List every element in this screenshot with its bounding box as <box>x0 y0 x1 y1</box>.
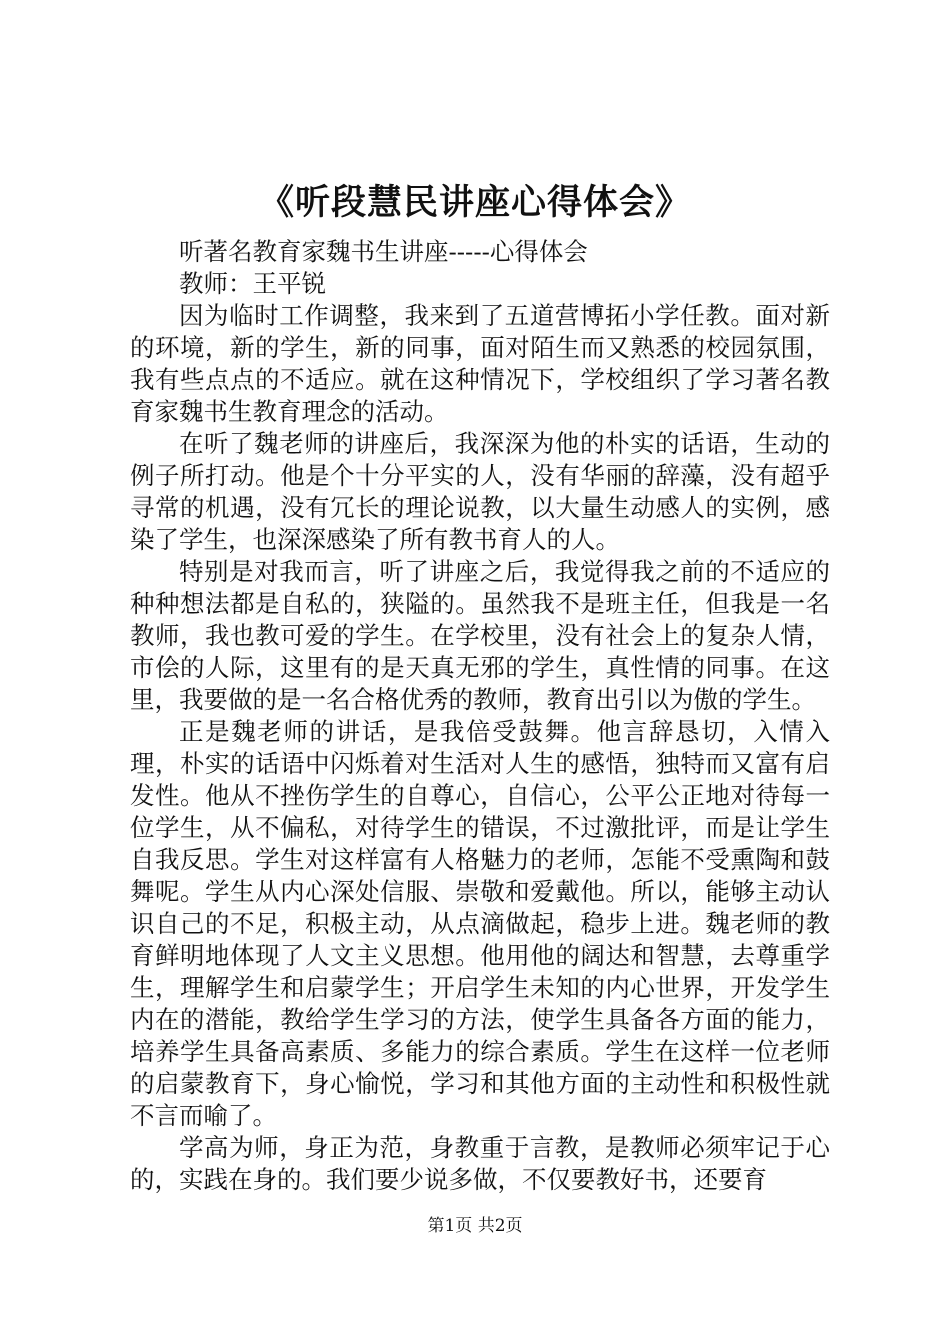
body-paragraph: 特别是对我而言，听了讲座之后，我觉得我之前的不适应的种种想法都是自私的，狭隘的。虽然我不是班主任，但我是一名教师，我也教可爱的学生。在学校里，没有社会上的复杂人情，市侩的人际，这里有的是天真无邪的学生，真性情的同事。在这里，我要做的是一名合格优秀的教师，教育出引以为傲的学生。 <box>130 557 830 714</box>
author-line: 教师：王平锐 <box>179 269 326 298</box>
body-paragraph: 正是魏老师的讲话，是我倍受鼓舞。他言辞恳切，入情入理，朴实的话语中闪烁着对生活对人生的感悟，独特而又富有启发性。他从不挫伤学生的自尊心，自信心，公平公正地对待每一位学生，从不偏私，对待学生的错误，不过激批评，而是让学生自我反思。学生对这样富有人格魅力的老师，怎能不受熏陶和鼓舞呢。学生从内心深处信服、崇敬和爱戴他。所以，能够主动认识自己的不足，积极主动，从点滴做起，稳步上进。魏老师的教育鲜明地体现了人文主义思想。他用他的阔达和智慧，去尊重学生，理解学生和启蒙学生；开启学生未知的内心世界，开发学生内在的潜能，教给学生学习的方法，使学生具备各方面的能力，培养学生具备高素质、多能力的综合素质。学生在这样一位老师的启蒙教育下，身心愉悦，学习和其他方面的主动性和积极性就不言而喻了。 <box>130 717 830 1130</box>
page-number-footer: 第1页 共2页 <box>427 1216 523 1236</box>
document-body <box>130 236 830 1196</box>
subtitle-line: 听著名教育家魏书生讲座-----心得体会 <box>179 237 588 266</box>
body-paragraph: 因为临时工作调整，我来到了五道营博拓小学任教。面对新的环境，新的学生，新的同事，面对陌生而又熟悉的校园氛围，我有些点点的不适应。就在这种情况下，学校组织了学习著名教育家魏书生教育理念的活动。 <box>130 301 830 426</box>
body-paragraph: 学高为师，身正为范，身教重于言教，是教师必须牢记于心的，实践在身的。我们要少说多做，不仅要教好书，还要育 <box>130 1133 830 1194</box>
document-title: 《听段慧民讲座心得体会》 <box>258 182 691 223</box>
body-paragraph: 在听了魏老师的讲座后，我深深为他的朴实的话语，生动的例子所打动。他是个十分平实的人，没有华丽的辞藻，没有超乎寻常的机遇，没有冗长的理论说教，以大量生动感人的实例，感染了学生，也深深感染了所有教书育人的人。 <box>130 429 830 554</box>
